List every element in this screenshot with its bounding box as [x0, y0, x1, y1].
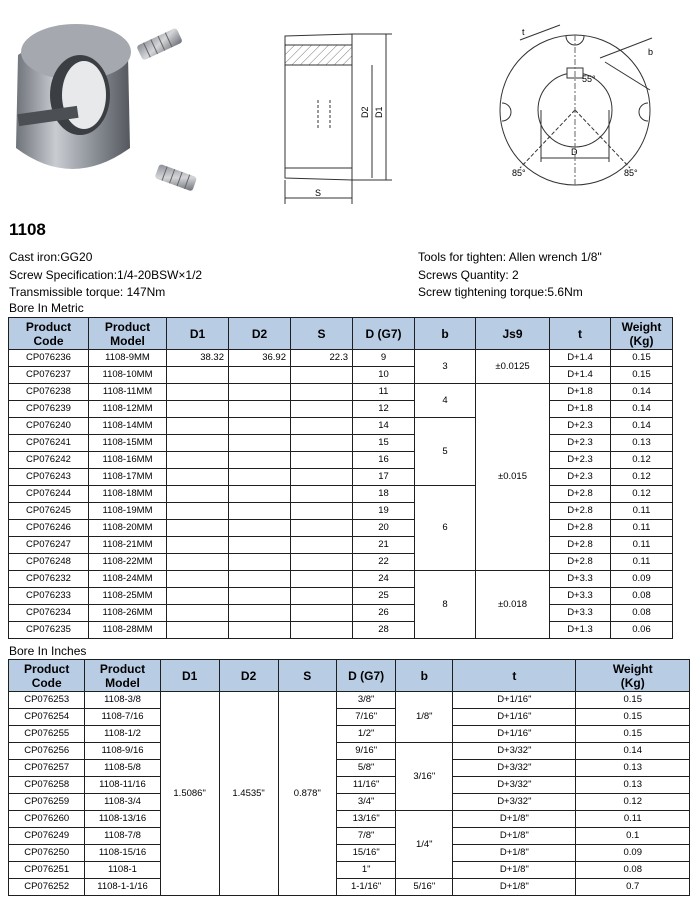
- weight-value: 0.12: [611, 452, 673, 469]
- metric-col-s: S: [291, 318, 353, 350]
- product-model: 1108-13/16: [85, 811, 160, 828]
- spec-tightening-torque: Screw tightening torque:5.6Nm: [418, 285, 583, 299]
- inches-col-d2: D2: [219, 660, 278, 692]
- bore-value: 10: [353, 367, 415, 384]
- weight-value: 0.15: [611, 350, 673, 367]
- t-value: D+1/8": [453, 845, 576, 862]
- table-row: [9, 828, 690, 845]
- d2-value: [229, 418, 291, 435]
- label-55: 55°: [582, 74, 596, 84]
- b-value: 5: [415, 418, 476, 486]
- d1-value: 38.32: [167, 350, 229, 367]
- d1-value: [167, 605, 229, 622]
- d2-value: [229, 367, 291, 384]
- product-model: 1108-7/8: [85, 828, 160, 845]
- product-model: 1108-15/16: [85, 845, 160, 862]
- weight-value: 0.08: [576, 862, 690, 879]
- label-t: t: [522, 27, 525, 37]
- product-code: CP076244: [9, 486, 89, 503]
- product-code: CP076260: [9, 811, 85, 828]
- product-model: 1108-21MM: [89, 537, 167, 554]
- s-value: [291, 367, 353, 384]
- weight-value: 0.11: [611, 554, 673, 571]
- t-value: D+1/16": [453, 709, 576, 726]
- bore-value: 13/16": [336, 811, 395, 828]
- inches-table: [8, 659, 690, 896]
- d1-value: [167, 520, 229, 537]
- product-model: 1108-11/16: [85, 777, 160, 794]
- table-row: [9, 401, 673, 418]
- weight-value: 0.1: [576, 828, 690, 845]
- d1-value: [167, 554, 229, 571]
- t-value: D+1.4: [550, 367, 611, 384]
- t-value: D+1/16": [453, 726, 576, 743]
- product-code: CP076236: [9, 350, 89, 367]
- weight-value: 0.11: [611, 503, 673, 520]
- t-value: D+1/8": [453, 879, 576, 896]
- s-value: [291, 435, 353, 452]
- table-row: [9, 709, 690, 726]
- product-code: CP076242: [9, 452, 89, 469]
- specs-left: [9, 249, 202, 302]
- weight-value: 0.12: [576, 794, 690, 811]
- s-value: [291, 571, 353, 588]
- table-row: [9, 503, 673, 520]
- bore-value: 1/2": [336, 726, 395, 743]
- inches-col-bore: D (G7): [336, 660, 395, 692]
- product-model: 1108-24MM: [89, 571, 167, 588]
- table-row: [9, 554, 673, 571]
- d2-value: [229, 571, 291, 588]
- d1-value: [167, 537, 229, 554]
- product-model: 1108-26MM: [89, 605, 167, 622]
- table-row: [9, 452, 673, 469]
- product-code: CP076247: [9, 537, 89, 554]
- product-model: 1108-15MM: [89, 435, 167, 452]
- product-code: CP076235: [9, 622, 89, 639]
- weight-value: 0.13: [611, 435, 673, 452]
- weight-value: 0.14: [611, 401, 673, 418]
- product-code: CP076250: [9, 845, 85, 862]
- product-code: CP076248: [9, 554, 89, 571]
- inches-col-weight: Weight (Kg): [576, 660, 690, 692]
- label-s: S: [315, 188, 322, 198]
- metric-col-t: t: [550, 318, 611, 350]
- label-85-right: 85°: [624, 168, 638, 178]
- bore-value: 14: [353, 418, 415, 435]
- d2-value: [229, 469, 291, 486]
- product-model: 1108-17MM: [89, 469, 167, 486]
- bore-value: 20: [353, 520, 415, 537]
- d2-value: [229, 435, 291, 452]
- product-code: CP076258: [9, 777, 85, 794]
- weight-value: 0.09: [576, 845, 690, 862]
- t-value: D+2.3: [550, 418, 611, 435]
- product-model: 1108-20MM: [89, 520, 167, 537]
- d2-value: [229, 452, 291, 469]
- bore-value: 21: [353, 537, 415, 554]
- product-code: CP076246: [9, 520, 89, 537]
- product-model: 1108-19MM: [89, 503, 167, 520]
- side-section-drawing: [285, 34, 392, 204]
- bore-value: 11/16": [336, 777, 395, 794]
- t-value: D+2.8: [550, 537, 611, 554]
- d2-value: [229, 605, 291, 622]
- weight-value: 0.15: [611, 367, 673, 384]
- product-model: 1108-1: [85, 862, 160, 879]
- label-d2: D2: [360, 106, 370, 118]
- label-b: b: [648, 47, 654, 57]
- inches-col-s: S: [278, 660, 336, 692]
- t-value: D+3.3: [550, 588, 611, 605]
- product-code: CP076237: [9, 367, 89, 384]
- d2-value: [229, 588, 291, 605]
- bore-value: 3/4": [336, 794, 395, 811]
- d2-value: [229, 520, 291, 537]
- product-code: CP076259: [9, 794, 85, 811]
- bore-value: 9: [353, 350, 415, 367]
- d2-value: [229, 486, 291, 503]
- s-value: [291, 384, 353, 401]
- s-value: [291, 418, 353, 435]
- inches-col-b: b: [396, 660, 453, 692]
- d2-value: [229, 537, 291, 554]
- table-row: [9, 862, 690, 879]
- product-code: CP076251: [9, 862, 85, 879]
- weight-value: 0.08: [611, 605, 673, 622]
- weight-value: 0.11: [611, 520, 673, 537]
- weight-value: 0.15: [576, 692, 690, 709]
- product-model: 1108-3/8: [85, 692, 160, 709]
- weight-value: 0.11: [611, 537, 673, 554]
- bore-value: 7/8": [336, 828, 395, 845]
- metric-col-b: b: [415, 318, 476, 350]
- product-figures: [0, 0, 690, 215]
- s-value: [291, 469, 353, 486]
- product-code: CP076233: [9, 588, 89, 605]
- label-d: D: [571, 147, 578, 157]
- t-value: D+1.4: [550, 350, 611, 367]
- d1-value: [167, 469, 229, 486]
- weight-value: 0.06: [611, 622, 673, 639]
- b-value: 1/4": [396, 811, 453, 879]
- s-value: 22.3: [291, 350, 353, 367]
- js9-value: ±0.015: [476, 384, 550, 571]
- d1-value: [167, 503, 229, 520]
- t-value: D+1/8": [453, 862, 576, 879]
- s-value: [291, 401, 353, 418]
- product-model: 1108-3/4: [85, 794, 160, 811]
- d1-value: [167, 418, 229, 435]
- t-value: D+2.8: [550, 554, 611, 571]
- product-code: CP076253: [9, 692, 85, 709]
- metric-col-js9: Js9: [476, 318, 550, 350]
- bore-value: 7/16": [336, 709, 395, 726]
- table-row: [9, 726, 690, 743]
- product-model: 1108-11MM: [89, 384, 167, 401]
- product-code: CP076238: [9, 384, 89, 401]
- label-d1: D1: [374, 106, 384, 118]
- bore-value: 5/8": [336, 760, 395, 777]
- metric-label: Bore In Metric: [9, 301, 84, 315]
- t-value: D+3.3: [550, 571, 611, 588]
- t-value: D+1/8": [453, 828, 576, 845]
- bore-value: 18: [353, 486, 415, 503]
- s-value: [291, 486, 353, 503]
- table-row: [9, 760, 690, 777]
- t-value: D+2.8: [550, 486, 611, 503]
- weight-value: 0.12: [611, 469, 673, 486]
- weight-value: 0.7: [576, 879, 690, 896]
- bore-value: 28: [353, 622, 415, 639]
- bore-value: 16: [353, 452, 415, 469]
- product-code: CP076232: [9, 571, 89, 588]
- b-value: 4: [415, 384, 476, 418]
- product-code: CP076257: [9, 760, 85, 777]
- product-code: CP076249: [9, 828, 85, 845]
- spec-screw: Screw Specification:1/4-20BSW×1/2: [9, 267, 203, 282]
- s-value: [291, 588, 353, 605]
- product-code: CP076255: [9, 726, 85, 743]
- product-code: CP076256: [9, 743, 85, 760]
- weight-value: 0.15: [576, 726, 690, 743]
- t-value: D+1.8: [550, 384, 611, 401]
- table-row: [9, 537, 673, 554]
- b-value: 5/16": [396, 879, 453, 896]
- weight-value: 0.14: [576, 743, 690, 760]
- metric-col-bore: D (G7): [353, 318, 415, 350]
- t-value: D+3.3: [550, 605, 611, 622]
- table-row: [9, 384, 673, 401]
- d2-value: [229, 622, 291, 639]
- table-row: [9, 469, 673, 486]
- metric-col-weight: Weight (Kg): [611, 318, 673, 350]
- product-model: 1108-25MM: [89, 588, 167, 605]
- table-row: [9, 435, 673, 452]
- weight-value: 0.15: [576, 709, 690, 726]
- table-row: [9, 845, 690, 862]
- bore-value: 1": [336, 862, 395, 879]
- inches-label: Bore In Inches: [9, 644, 87, 658]
- b-value: 8: [415, 571, 476, 639]
- product-model: 1108-1-1/16: [85, 879, 160, 896]
- product-code: CP076243: [9, 469, 89, 486]
- product-model: 1108-16MM: [89, 452, 167, 469]
- table-row: [9, 692, 690, 709]
- s-value: [291, 605, 353, 622]
- bore-value: 24: [353, 571, 415, 588]
- inches-col-t: t: [453, 660, 576, 692]
- t-value: D+3/32": [453, 777, 576, 794]
- d2-value: [229, 554, 291, 571]
- product-model: 1108-28MM: [89, 622, 167, 639]
- d2-value: [229, 384, 291, 401]
- label-85-left: 85°: [512, 168, 526, 178]
- s-value: [291, 520, 353, 537]
- table-row: [9, 622, 673, 639]
- weight-value: 0.12: [611, 486, 673, 503]
- bushing-photo: [16, 24, 197, 192]
- s-value: [291, 452, 353, 469]
- metric-col-d1: D1: [167, 318, 229, 350]
- weight-value: 0.14: [611, 384, 673, 401]
- bore-value: 22: [353, 554, 415, 571]
- d2-value: [229, 503, 291, 520]
- bore-value: 26: [353, 605, 415, 622]
- inches-col-code: Product Code: [9, 660, 85, 692]
- metric-header-row: [9, 318, 673, 350]
- product-code: CP076240: [9, 418, 89, 435]
- table-row: [9, 794, 690, 811]
- s-value: 0.878": [278, 692, 336, 896]
- spec-material: Cast iron:GG20: [9, 250, 93, 264]
- bore-value: 25: [353, 588, 415, 605]
- bore-value: 11: [353, 384, 415, 401]
- metric-col-model: Product Model: [89, 318, 167, 350]
- d1-value: [167, 367, 229, 384]
- front-view-drawing: [500, 25, 652, 185]
- d2-value: [229, 401, 291, 418]
- table-row: [9, 486, 673, 503]
- t-value: D+3/32": [453, 743, 576, 760]
- metric-col-code: Product Code: [9, 318, 89, 350]
- table-row: [9, 777, 690, 794]
- js9-value: ±0.018: [476, 571, 550, 639]
- d1-value: [167, 435, 229, 452]
- bore-value: 9/16": [336, 743, 395, 760]
- t-value: D+1.3: [550, 622, 611, 639]
- weight-value: 0.13: [576, 777, 690, 794]
- weight-value: 0.14: [611, 418, 673, 435]
- table-row: [9, 605, 673, 622]
- product-model: 1108-7/16: [85, 709, 160, 726]
- table-row: [9, 588, 673, 605]
- b-value: 3: [415, 350, 476, 384]
- metric-col-d2: D2: [229, 318, 291, 350]
- s-value: [291, 503, 353, 520]
- product-code: CP076241: [9, 435, 89, 452]
- weight-value: 0.08: [611, 588, 673, 605]
- table-row: [9, 879, 690, 896]
- spec-torque: Transmissible torque: 147Nm: [9, 285, 166, 299]
- bore-value: 17: [353, 469, 415, 486]
- t-value: D+1/16": [453, 692, 576, 709]
- product-title: 1108: [9, 220, 46, 239]
- inches-header-row: [9, 660, 690, 692]
- d1-value: [167, 622, 229, 639]
- d1-value: [167, 486, 229, 503]
- table-row: [9, 571, 673, 588]
- bore-value: 15/16": [336, 845, 395, 862]
- bore-value: 3/8": [336, 692, 395, 709]
- product-code: CP076254: [9, 709, 85, 726]
- table-row: [9, 811, 690, 828]
- t-value: D+2.8: [550, 503, 611, 520]
- t-value: D+2.3: [550, 469, 611, 486]
- specs-right: [418, 249, 602, 302]
- product-model: 1108-14MM: [89, 418, 167, 435]
- t-value: D+3/32": [453, 794, 576, 811]
- product-model: 1108-9/16: [85, 743, 160, 760]
- product-code: CP076252: [9, 879, 85, 896]
- weight-value: 0.13: [576, 760, 690, 777]
- product-code: CP076245: [9, 503, 89, 520]
- bore-value: 19: [353, 503, 415, 520]
- bore-value: 15: [353, 435, 415, 452]
- table-row: [9, 350, 673, 367]
- t-value: D+2.3: [550, 452, 611, 469]
- product-model: 1108-1/2: [85, 726, 160, 743]
- js9-value: ±0.0125: [476, 350, 550, 384]
- product-model: 1108-18MM: [89, 486, 167, 503]
- inches-col-model: Product Model: [85, 660, 160, 692]
- d1-value: 1.5086": [160, 692, 219, 896]
- product-model: 1108-22MM: [89, 554, 167, 571]
- d1-value: [167, 452, 229, 469]
- weight-value: 0.09: [611, 571, 673, 588]
- d1-value: [167, 588, 229, 605]
- product-model: 1108-5/8: [85, 760, 160, 777]
- bore-value: 12: [353, 401, 415, 418]
- product-model: 1108-10MM: [89, 367, 167, 384]
- bore-value: 1-1/16": [336, 879, 395, 896]
- table-row: [9, 418, 673, 435]
- t-value: D+2.8: [550, 520, 611, 537]
- product-code: CP076239: [9, 401, 89, 418]
- d1-value: [167, 571, 229, 588]
- b-value: 6: [415, 486, 476, 571]
- t-value: D+1.8: [550, 401, 611, 418]
- table-row: [9, 367, 673, 384]
- inches-col-d1: D1: [160, 660, 219, 692]
- product-model: 1108-9MM: [89, 350, 167, 367]
- d1-value: [167, 401, 229, 418]
- t-value: D+3/32": [453, 760, 576, 777]
- d2-value: 36.92: [229, 350, 291, 367]
- metric-table: [8, 317, 673, 639]
- s-value: [291, 622, 353, 639]
- b-value: 3/16": [396, 743, 453, 811]
- table-row: [9, 520, 673, 537]
- table-row: [9, 743, 690, 760]
- t-value: D+2.3: [550, 435, 611, 452]
- weight-value: 0.11: [576, 811, 690, 828]
- b-value: 1/8": [396, 692, 453, 743]
- spec-screw-qty: Screws Quantity: 2: [418, 267, 519, 282]
- d2-value: 1.4535": [219, 692, 278, 896]
- product-model: 1108-12MM: [89, 401, 167, 418]
- s-value: [291, 554, 353, 571]
- d1-value: [167, 384, 229, 401]
- s-value: [291, 537, 353, 554]
- t-value: D+1/8": [453, 811, 576, 828]
- product-code: CP076234: [9, 605, 89, 622]
- spec-tools: Tools for tighten: Allen wrench 1/8": [418, 250, 602, 264]
